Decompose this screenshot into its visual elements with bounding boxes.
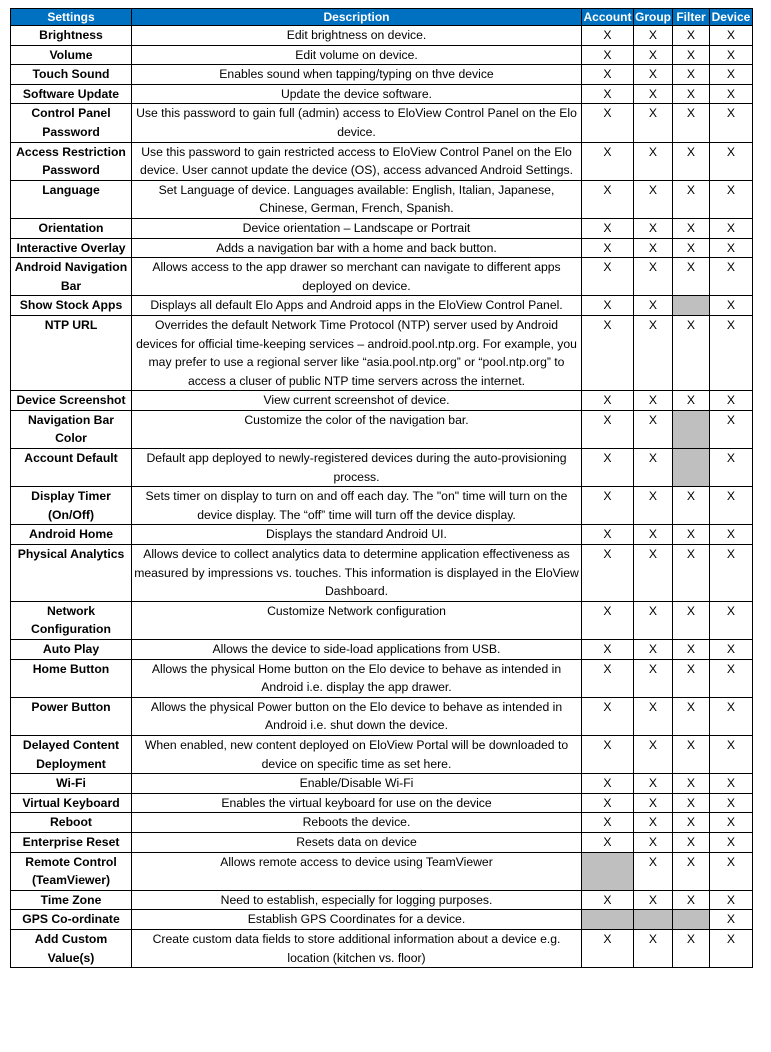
- account-mark: X: [582, 487, 634, 525]
- group-mark: X: [634, 142, 673, 180]
- setting-name: Brightness: [11, 26, 132, 46]
- device-mark: X: [710, 104, 753, 142]
- setting-name: Android Home: [11, 525, 132, 545]
- filter-mark: X: [673, 142, 710, 180]
- setting-name: Device Screenshot: [11, 391, 132, 411]
- group-mark: X: [634, 890, 673, 910]
- filter-mark: X: [673, 890, 710, 910]
- settings-table-body: [11, 26, 753, 968]
- table-row: [11, 735, 753, 773]
- account-mark: X: [582, 84, 634, 104]
- account-mark: [582, 852, 634, 890]
- account-mark: [582, 910, 634, 930]
- filter-mark: X: [673, 391, 710, 411]
- account-mark: X: [582, 258, 634, 296]
- setting-name: Android Navigation Bar: [11, 258, 132, 296]
- group-mark: X: [634, 410, 673, 448]
- setting-description: Use this password to gain full (admin) access to EloView Control Panel on the Elo device.: [132, 104, 582, 142]
- account-mark: X: [582, 45, 634, 65]
- account-mark: X: [582, 218, 634, 238]
- group-mark: X: [634, 258, 673, 296]
- device-mark: X: [710, 449, 753, 487]
- setting-description: When enabled, new content deployed on EloView Portal will be downloaded to device on specific time as set here.: [132, 735, 582, 773]
- filter-mark: [673, 410, 710, 448]
- filter-mark: X: [673, 315, 710, 390]
- table-row: [11, 180, 753, 218]
- setting-description: Displays all default Elo Apps and Android apps in the EloView Control Panel.: [132, 296, 582, 316]
- filter-mark: [673, 296, 710, 316]
- setting-name: Add Custom Value(s): [11, 929, 132, 967]
- setting-name: Remote Control (TeamViewer): [11, 852, 132, 890]
- setting-description: Displays the standard Android UI.: [132, 525, 582, 545]
- group-mark: X: [634, 697, 673, 735]
- filter-mark: X: [673, 84, 710, 104]
- device-mark: X: [710, 929, 753, 967]
- filter-mark: X: [673, 832, 710, 852]
- device-mark: X: [710, 218, 753, 238]
- table-row: [11, 104, 753, 142]
- group-mark: X: [634, 525, 673, 545]
- account-mark: X: [582, 410, 634, 448]
- account-mark: X: [582, 832, 634, 852]
- account-mark: X: [582, 545, 634, 602]
- account-mark: X: [582, 774, 634, 794]
- device-mark: X: [710, 852, 753, 890]
- filter-mark: X: [673, 640, 710, 660]
- device-mark: X: [710, 65, 753, 85]
- setting-name: Home Button: [11, 659, 132, 697]
- device-mark: X: [710, 697, 753, 735]
- setting-name: Power Button: [11, 697, 132, 735]
- setting-description: Enables sound when tapping/typing on thve device: [132, 65, 582, 85]
- setting-name: Reboot: [11, 813, 132, 833]
- group-mark: X: [634, 391, 673, 411]
- setting-name: Wi-Fi: [11, 774, 132, 794]
- table-row: [11, 410, 753, 448]
- setting-name: Language: [11, 180, 132, 218]
- group-mark: X: [634, 104, 673, 142]
- group-mark: X: [634, 84, 673, 104]
- settings-table: [10, 8, 753, 968]
- table-row: [11, 910, 753, 930]
- table-row: [11, 45, 753, 65]
- setting-description: Allows the physical Home button on the Elo device to behave as intended in Android i.e. display the app drawer.: [132, 659, 582, 697]
- table-row: [11, 813, 753, 833]
- setting-name: Physical Analytics: [11, 545, 132, 602]
- table-row: [11, 487, 753, 525]
- table-row: [11, 640, 753, 660]
- account-mark: X: [582, 296, 634, 316]
- setting-description: Overrides the default Network Time Protocol (NTP) server used by Android devices for official time-keeping services – android.pool.ntp.org. For example, you may prefer to use a regional server like “asia.pool.ntp.org” or “pool.ntp.org” to access a cluser of public NTP time servers across the internet.: [132, 315, 582, 390]
- header-settings: Settings: [11, 9, 132, 26]
- table-row: [11, 525, 753, 545]
- group-mark: X: [634, 449, 673, 487]
- account-mark: X: [582, 640, 634, 660]
- header-account: Account: [583, 10, 632, 24]
- table-row: [11, 832, 753, 852]
- table-row: [11, 929, 753, 967]
- account-mark: X: [582, 180, 634, 218]
- device-mark: X: [710, 84, 753, 104]
- group-mark: X: [634, 26, 673, 46]
- device-mark: X: [710, 315, 753, 390]
- account-mark: X: [582, 315, 634, 390]
- account-mark: X: [582, 238, 634, 258]
- setting-description: Edit brightness on device.: [132, 26, 582, 46]
- setting-description: Allows remote access to device using TeamViewer: [132, 852, 582, 890]
- table-row: [11, 218, 753, 238]
- table-row: [11, 26, 753, 46]
- device-mark: X: [710, 601, 753, 639]
- setting-name: Account Default: [11, 449, 132, 487]
- filter-mark: X: [673, 545, 710, 602]
- filter-mark: X: [673, 852, 710, 890]
- group-mark: X: [634, 601, 673, 639]
- group-mark: X: [634, 45, 673, 65]
- setting-description: Customize the color of the navigation bar.: [132, 410, 582, 448]
- header-group: Group: [635, 10, 671, 24]
- table-row: [11, 890, 753, 910]
- filter-mark: X: [673, 774, 710, 794]
- header-filter: Filter: [673, 9, 710, 26]
- group-mark: X: [634, 793, 673, 813]
- filter-mark: X: [673, 659, 710, 697]
- filter-mark: X: [673, 45, 710, 65]
- setting-name: Touch Sound: [11, 65, 132, 85]
- device-mark: X: [710, 238, 753, 258]
- group-mark: X: [634, 640, 673, 660]
- filter-mark: X: [673, 258, 710, 296]
- table-row: [11, 852, 753, 890]
- account-mark: X: [582, 697, 634, 735]
- setting-name: Enterprise Reset: [11, 832, 132, 852]
- group-mark: X: [634, 813, 673, 833]
- filter-mark: X: [673, 65, 710, 85]
- group-mark: X: [634, 180, 673, 218]
- setting-name: Auto Play: [11, 640, 132, 660]
- setting-description: Sets timer on display to turn on and off each day. The "on" time will turn on the device display. The “off” time will turn off the device display.: [132, 487, 582, 525]
- setting-description: Resets data on device: [132, 832, 582, 852]
- filter-mark: X: [673, 813, 710, 833]
- device-mark: X: [710, 774, 753, 794]
- account-mark: X: [582, 525, 634, 545]
- account-mark: X: [582, 793, 634, 813]
- table-row: [11, 697, 753, 735]
- filter-mark: X: [673, 601, 710, 639]
- setting-name: Show Stock Apps: [11, 296, 132, 316]
- setting-name: Orientation: [11, 218, 132, 238]
- device-mark: X: [710, 735, 753, 773]
- device-mark: X: [710, 180, 753, 218]
- table-row: [11, 296, 753, 316]
- group-mark: X: [634, 735, 673, 773]
- setting-description: Establish GPS Coordinates for a device.: [132, 910, 582, 930]
- setting-description: Adds a navigation bar with a home and back button.: [132, 238, 582, 258]
- device-mark: X: [710, 487, 753, 525]
- setting-description: Device orientation – Landscape or Portrait: [132, 218, 582, 238]
- table-row: [11, 774, 753, 794]
- account-mark: X: [582, 735, 634, 773]
- filter-mark: X: [673, 735, 710, 773]
- setting-description: Use this password to gain restricted access to EloView Control Panel on the Elo device. User cannot update the device (OS), access advanced Android Settings.: [132, 142, 582, 180]
- filter-mark: X: [673, 487, 710, 525]
- settings-table-container: [10, 8, 752, 1038]
- setting-description: Allows the physical Power button on the Elo device to behave as intended in Android i.e. shut down the device.: [132, 697, 582, 735]
- setting-description: Customize Network configuration: [132, 601, 582, 639]
- setting-description: Set Language of device. Languages available: English, Italian, Japanese, Chinese, German, French, Spanish.: [132, 180, 582, 218]
- table-row: [11, 65, 753, 85]
- setting-description: Enables the virtual keyboard for use on the device: [132, 793, 582, 813]
- group-mark: X: [634, 487, 673, 525]
- setting-description: View current screenshot of device.: [132, 391, 582, 411]
- setting-name: Volume: [11, 45, 132, 65]
- group-mark: X: [634, 315, 673, 390]
- setting-name: Virtual Keyboard: [11, 793, 132, 813]
- device-mark: X: [710, 890, 753, 910]
- header-device: Device: [710, 9, 753, 26]
- setting-name: NTP URL: [11, 315, 132, 390]
- setting-name: Interactive Overlay: [11, 238, 132, 258]
- group-mark: X: [634, 238, 673, 258]
- setting-description: Reboots the device.: [132, 813, 582, 833]
- table-row: [11, 315, 753, 390]
- filter-mark: X: [673, 218, 710, 238]
- account-mark: X: [582, 659, 634, 697]
- setting-description: Update the device software.: [132, 84, 582, 104]
- device-mark: X: [710, 910, 753, 930]
- device-mark: X: [710, 258, 753, 296]
- filter-mark: [673, 910, 710, 930]
- account-mark: X: [582, 391, 634, 411]
- filter-mark: X: [673, 180, 710, 218]
- filter-mark: X: [673, 238, 710, 258]
- device-mark: X: [710, 45, 753, 65]
- group-mark: X: [634, 832, 673, 852]
- device-mark: X: [710, 640, 753, 660]
- device-mark: X: [710, 142, 753, 180]
- setting-description: Need to establish, especially for logging purposes.: [132, 890, 582, 910]
- setting-description: Allows access to the app drawer so merchant can navigate to different apps deployed on device.: [132, 258, 582, 296]
- device-mark: X: [710, 813, 753, 833]
- setting-name: Software Update: [11, 84, 132, 104]
- filter-mark: X: [673, 929, 710, 967]
- device-mark: X: [710, 525, 753, 545]
- device-mark: X: [710, 545, 753, 602]
- group-mark: X: [634, 774, 673, 794]
- device-mark: X: [710, 832, 753, 852]
- table-row: [11, 449, 753, 487]
- setting-name: Access Restriction Password: [11, 142, 132, 180]
- account-mark: X: [582, 890, 634, 910]
- setting-name: Control Panel Password: [11, 104, 132, 142]
- group-mark: X: [634, 852, 673, 890]
- device-mark: X: [710, 296, 753, 316]
- setting-name: Display Timer (On/Off): [11, 487, 132, 525]
- device-mark: X: [710, 659, 753, 697]
- setting-description: Default app deployed to newly-registered devices during the auto-provisioning process.: [132, 449, 582, 487]
- account-mark: X: [582, 104, 634, 142]
- table-row: [11, 391, 753, 411]
- table-row: [11, 84, 753, 104]
- setting-name: Time Zone: [11, 890, 132, 910]
- account-mark: X: [582, 65, 634, 85]
- table-row: [11, 142, 753, 180]
- group-mark: X: [634, 659, 673, 697]
- table-row: [11, 238, 753, 258]
- setting-name: GPS Co-ordinate: [11, 910, 132, 930]
- account-mark: X: [582, 813, 634, 833]
- filter-mark: X: [673, 104, 710, 142]
- table-row: [11, 258, 753, 296]
- setting-name: Network Configuration: [11, 601, 132, 639]
- table-row: [11, 659, 753, 697]
- filter-mark: X: [673, 697, 710, 735]
- filter-mark: [673, 449, 710, 487]
- header-description: Description: [132, 9, 582, 26]
- device-mark: X: [710, 793, 753, 813]
- filter-mark: X: [673, 793, 710, 813]
- device-mark: X: [710, 26, 753, 46]
- setting-name: Delayed Content Deployment: [11, 735, 132, 773]
- account-mark: X: [582, 26, 634, 46]
- group-mark: X: [634, 218, 673, 238]
- setting-description: Enable/Disable Wi-Fi: [132, 774, 582, 794]
- setting-description: Create custom data fields to store additional information about a device e.g. location (kitchen vs. floor): [132, 929, 582, 967]
- device-mark: X: [710, 391, 753, 411]
- table-row: [11, 545, 753, 602]
- setting-description: Edit volume on device.: [132, 45, 582, 65]
- group-mark: X: [634, 545, 673, 602]
- group-mark: X: [634, 65, 673, 85]
- device-mark: X: [710, 410, 753, 448]
- setting-description: Allows device to collect analytics data to determine application effectiveness as measured by impressions vs. touches. This information is displayed in the EloView Dashboard.: [132, 545, 582, 602]
- table-row: [11, 601, 753, 639]
- setting-name: Navigation Bar Color: [11, 410, 132, 448]
- account-mark: X: [582, 929, 634, 967]
- header-row: [11, 9, 753, 26]
- table-row: [11, 793, 753, 813]
- filter-mark: X: [673, 525, 710, 545]
- filter-mark: X: [673, 26, 710, 46]
- group-mark: X: [634, 296, 673, 316]
- account-mark: X: [582, 142, 634, 180]
- group-mark: [634, 910, 673, 930]
- account-mark: X: [582, 601, 634, 639]
- setting-description: Allows the device to side-load applications from USB.: [132, 640, 582, 660]
- account-mark: X: [582, 449, 634, 487]
- group-mark: X: [634, 929, 673, 967]
